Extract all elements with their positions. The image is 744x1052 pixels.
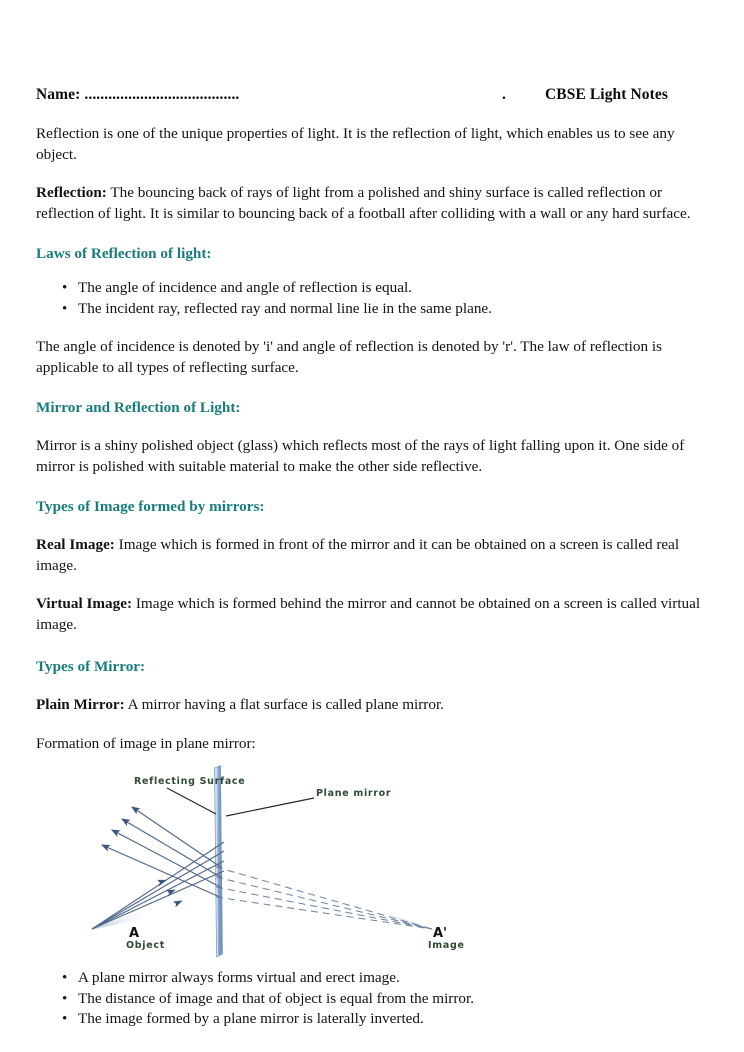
spacer [36,224,708,244]
laws-of-reflection-list [36,278,708,319]
header-middle-dot: . [502,86,506,103]
spacer [36,319,708,337]
document-title: CBSE Light Notes [545,86,669,103]
bullet-icon: • [62,279,68,296]
figure-label-reflecting-surface: Reflecting Surface [134,776,246,787]
reflection-definition-paragraph [36,183,708,224]
heading-types-of-image: Types of Image formed by mirrors: [36,498,265,515]
document-header [36,84,708,110]
plane-mirror-ray-diagram [36,764,708,962]
figure-label-image: Image [428,940,465,951]
spacer [36,110,708,124]
list-item [36,968,708,989]
virtual-image-definition-text: Image which is formed behind the mirror and cannot be obtained on a screen is called virtual image. [36,595,701,633]
intro-paragraph: Reflection is one of the unique properties of light. It is the reflection of light, which enables us to see any object. [36,125,675,163]
plain-mirror-paragraph [36,695,708,716]
list-item [36,1009,708,1030]
laws-note-paragraph: The angle of incidence is denoted by 'i' and angle of reflection is denoted by 'r'. The law of reflection is applicable to all types of reflecting surface. [36,338,662,376]
plain-mirror-definition-text: A mirror having a flat surface is called plane mirror. [124,696,444,713]
heading-laws-of-reflection: Laws of Reflection of light: [36,245,212,262]
reflected-rays [102,807,222,898]
mirror-bar [215,766,223,958]
list-item [36,989,708,1010]
incident-rays [92,842,224,929]
list-item-label: A plane mirror always forms virtual and erect image. [78,969,400,986]
bullet-icon: • [62,969,68,986]
spacer [36,517,708,535]
bullet-icon: • [62,989,68,1007]
heading-types-of-mirror: Types of Mirror: [36,658,146,675]
spacer [36,264,708,278]
list-item-label: The image formed by a plane mirror is laterally inverted. [78,1010,424,1027]
list-item-label: The distance of image and that of object is equal from the mirror. [78,989,475,1007]
bullet-icon: • [62,1010,68,1027]
list-item [36,278,708,299]
figure-label-object: Object [126,940,165,951]
spacer [36,716,708,734]
mirror-section-paragraph: Mirror is a shiny polished object (glass) which reflects most of the rays of light falling upon it. One side of mirror is polished with suitable material to make the other side reflective. [36,437,685,475]
heading-mirror-and-reflection: Mirror and Reflection of Light: [36,399,241,416]
plane-mirror-facts-list [36,968,708,1030]
list-item [36,299,708,320]
label-leader-lines [167,788,314,816]
formation-caption: Formation of image in plane mirror: [36,734,256,752]
reflection-term: Reflection: [36,184,107,201]
incident-ray-arrowheads [156,876,184,907]
figure-label-plane-mirror: Plane mirror [316,788,392,799]
list-item-label: The incident ray, reflected ray and normal line lie in the same plane. [78,299,492,317]
spacer [36,477,708,497]
document-content [36,84,708,1030]
figure-point-a-prime: A' [433,926,448,941]
real-image-term: Real Image: [36,536,115,553]
spacer [36,378,708,398]
spacer [36,418,708,436]
virtual-image-paragraph [36,594,708,635]
bullet-icon: • [62,299,68,317]
virtual-image-term: Virtual Image: [36,595,133,612]
reflection-definition-text: The bouncing back of rays of light from a polished and shiny surface is called reflection or reflection of light. It is similar to bouncing back of a football after colliding with a wall or any hard surface. [36,184,691,222]
spacer [36,677,708,695]
spacer [36,635,708,657]
spacer [36,754,708,764]
name-field-label: Name: ....................................... [36,86,240,103]
list-item-label: The angle of incidence and angle of reflection is equal. [78,279,412,296]
plain-mirror-term: Plain Mirror: [36,696,125,713]
figure-point-a: A [129,926,140,941]
real-image-paragraph [36,535,708,576]
spacer [36,576,708,594]
spacer [36,165,708,183]
real-image-definition-text: Image which is formed in front of the mirror and it can be obtained on a screen is called real image. [36,536,680,574]
